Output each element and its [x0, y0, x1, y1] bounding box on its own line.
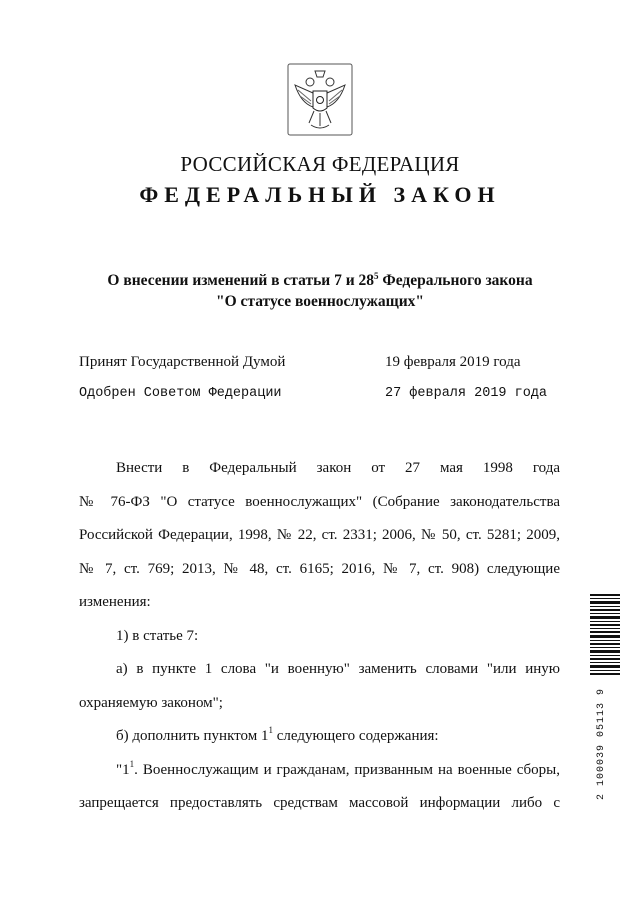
council-approval-date: 27 февраля 2019 года — [385, 386, 548, 401]
item-b — [79, 720, 560, 754]
text-line: № 76-ФЗ "О статусе военнослужащих" (Собрание законодательства — [79, 493, 560, 510]
coat-of-arms-icon — [287, 63, 353, 136]
quoted-point — [79, 754, 560, 788]
law-subject — [0, 266, 640, 312]
law-subject-line-1 — [0, 266, 640, 291]
item-b-text-2: следующего содержания: — [272, 728, 439, 744]
text-line: а) в пункте 1 слова "и военную" заменить словами "или иную — [116, 661, 560, 677]
law-subject-line-2: "О статусе военнослужащих" — [215, 293, 425, 311]
item-b-text: б) дополнить пунктом 1 — [116, 728, 269, 744]
item-article-7: 1) в статье 7: — [116, 627, 199, 644]
document-type-title: ФЕДЕРАЛЬНЫЙ ЗАКОН — [139, 182, 501, 207]
text-line: охраняемую законом"; — [79, 694, 223, 711]
paragraph-intro — [79, 452, 560, 821]
item-b-superscript: 1 — [268, 725, 273, 735]
text-line: Внести в Федеральный закон от 27 мая 1998 года — [116, 460, 560, 476]
barcode-icon — [590, 590, 630, 680]
barcode-number: 2 100039 05113 9 — [596, 688, 607, 801]
duma-adoption-date: 19 февраля 2019 года — [385, 354, 521, 370]
text-line: Российской Федерации, 1998, № 22, ст. 2331; 2006, № 50, ст. 5281; 2009, — [79, 527, 560, 543]
text-line: изменения: — [79, 594, 151, 610]
quoted-point-superscript: 1 — [129, 758, 135, 769]
council-approval-label: Одобрен Советом Федерации — [79, 386, 282, 401]
country-title: РОССИЙСКАЯ ФЕДЕРАЦИЯ — [180, 152, 460, 176]
quoted-point-text-2: . Военнослужащим и гражданам, призванным на военные сборы, — [134, 761, 560, 778]
duma-adoption-label: Принят Государственной Думой — [79, 354, 286, 370]
text-line: запрещается предоставлять средствам массовой информации либо с — [79, 795, 560, 811]
law-subject-text: О внесении изменений в статьи 7 и 28 — [107, 272, 375, 290]
quoted-point-text: "1 — [116, 761, 130, 778]
law-subject-text-2: Федерального закона — [378, 272, 533, 290]
law-subject-superscript: 5 — [374, 271, 379, 281]
text-line: № 7, ст. 769; 2013, № 48, ст. 6165; 2016, № 7, ст. 908) следующие — [79, 560, 560, 577]
